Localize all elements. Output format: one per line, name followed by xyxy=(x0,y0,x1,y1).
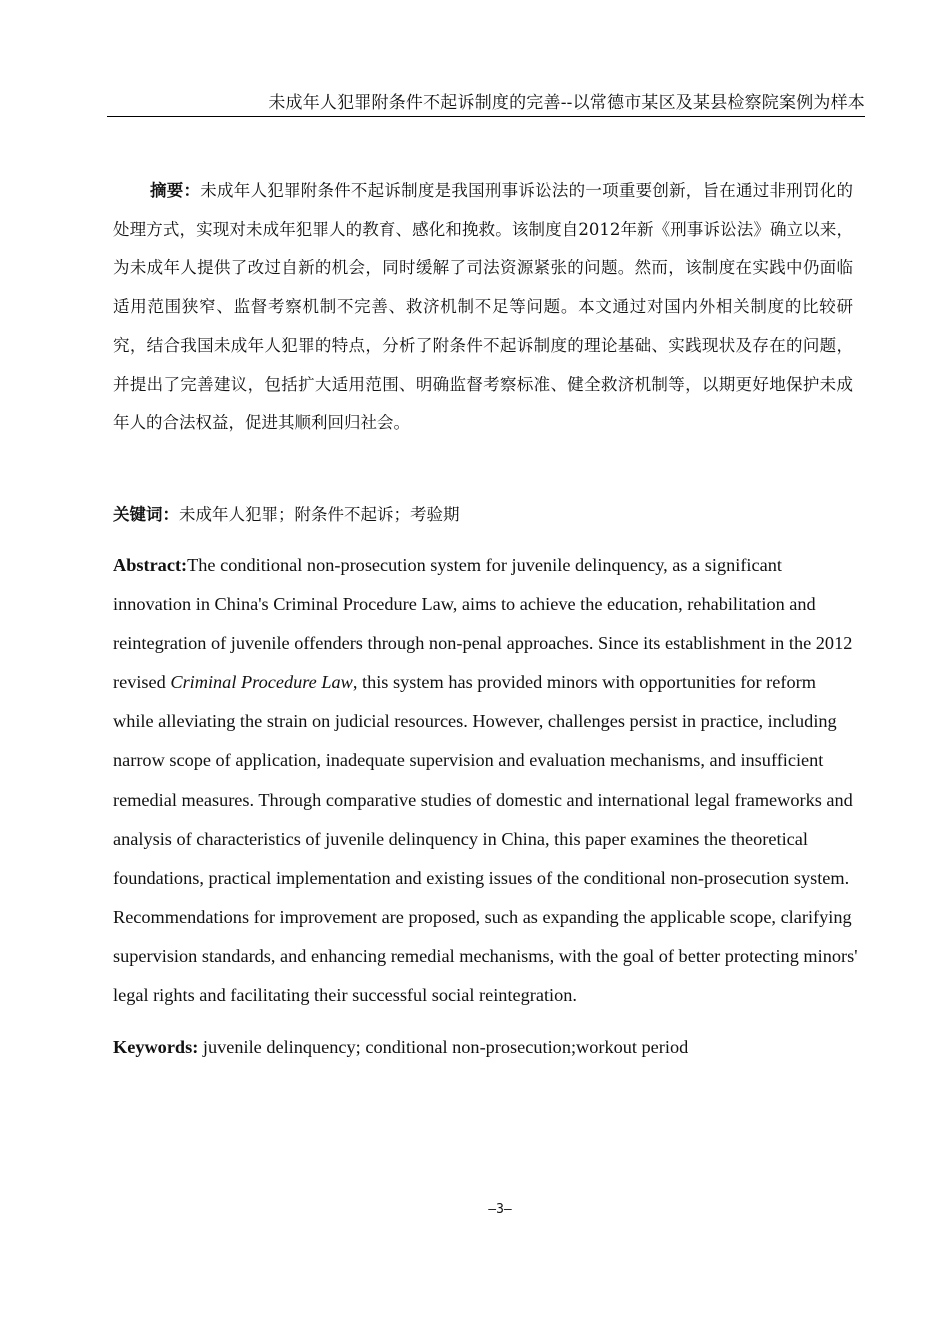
chinese-abstract-label: 摘要： xyxy=(150,181,201,200)
chinese-keywords-label: 关键词： xyxy=(113,505,179,524)
english-abstract-label: Abstract: xyxy=(113,555,188,575)
page-number: —3— xyxy=(488,1202,512,1217)
chinese-abstract xyxy=(113,172,853,443)
chinese-keywords xyxy=(113,496,853,534)
header-title: 未成年人犯罪附条件不起诉制度的完善--以常德市某区及某县检察院案例为样本 xyxy=(268,93,865,113)
running-header xyxy=(107,92,865,117)
english-abstract-italic-title: Criminal Procedure Law xyxy=(170,672,353,693)
english-abstract xyxy=(113,546,861,1015)
english-abstract-text-before: The conditional non-prosecution system for juvenile delinquency, as a significant innovation in China's Criminal Procedure Law, aims to achieve the education, rehabilitation and reintegration of juvenile offenders through non-penal approaches. Since its establishment in the 2012 revised xyxy=(113,555,853,693)
english-keywords xyxy=(113,1028,861,1067)
english-abstract-text-after: , this system has provided minors with opportunities for reform while alleviating the strain on judicial resources. However, challenges persist in practice, including narrow scope of application, inadequate supervision and evaluation mechanisms, and insufficient remedial measures. Through comparative studies of domestic and international legal frameworks and analysis of characteristics of juvenile delinquency in China, this paper examines the theoretical foundations, practical implementation and existing issues of the conditional non-prosecution system. Recommendations for improvement are proposed, such as expanding the applicable scope, clarifying supervision standards, and enhancing remedial mechanisms, with the goal of better protecting minors' legal rights and facilitating their successful social reintegration. xyxy=(113,672,858,1006)
chinese-keywords-text: 未成年人犯罪；附条件不起诉；考验期 xyxy=(179,505,460,524)
chinese-abstract-text: 未成年人犯罪附条件不起诉制度是我国刑事诉讼法的一项重要创新，旨在通过非刑罚化的处理方式，实现对未成年犯罪人的教育、感化和挽救。该制度自2012年新《刑事诉讼法》确立以来，为未成年人提供了改过自新的机会，同时缓解了司法资源紧张的问题。然而，该制度在实践中仍面临适用范围狭窄、监督考察机制不完善、救济机制不足等问题。本文通过对国内外相关制度的比较研究，结合我国未成年人犯罪的特点，分析了附条件不起诉制度的理论基础、实践现状及存在的问题，并提出了完善建议，包括扩大适用范围、明确监督考察标准、健全救济机制等，以期更好地保护未成年人的合法权益，促进其顺利回归社会。 xyxy=(113,181,854,433)
english-keywords-label: Keywords: xyxy=(113,1037,199,1057)
english-keywords-text: juvenile delinquency; conditional non-prosecution;workout period xyxy=(198,1037,689,1057)
